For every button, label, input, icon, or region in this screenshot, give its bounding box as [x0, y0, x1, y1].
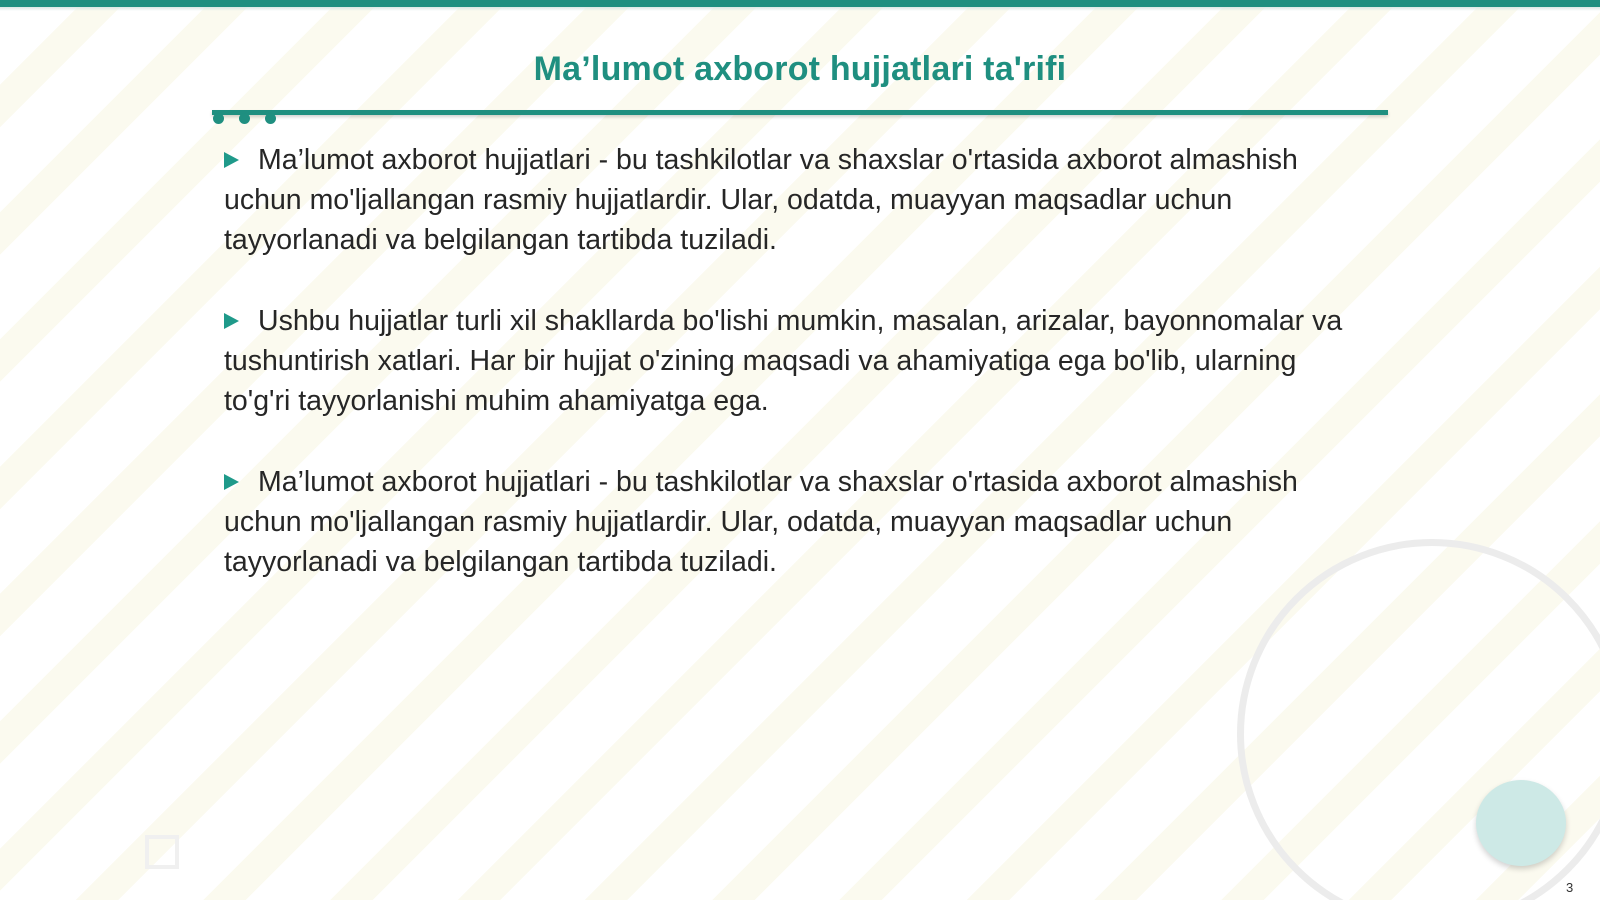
bullet-paragraph: [224, 301, 1364, 421]
page-number: 3: [1566, 880, 1574, 895]
triangle-right-icon: [224, 313, 239, 329]
paragraph-text: Ma’lumot axborot hujjatlari - bu tashkilotlar va shaxslar o'rtasida axborot almashish uchun mo'ljallangan rasmiy hujjatlardir. Ular, odatda, muayyan maqsadlar uchun tayyorlanadi va belgilangan tartibda tuziladi.: [224, 466, 1298, 578]
top-bar-shadow: [0, 7, 1600, 11]
triangle-right-icon: [224, 474, 239, 490]
bullet-paragraph: [224, 462, 1364, 582]
decorative-circle: [1476, 780, 1566, 866]
triangle-right-icon: [224, 152, 239, 168]
paragraph-text: Ushbu hujjatlar turli xil shakllarda bo'lishi mumkin, masalan, arizalar, bayonnomalar va tushuntirish xatlari. Har bir hujjat o'zining maqsadi va ahamiyatiga ega bo'lib, ularning to'g'ri tayyorlanishi muhim ahamiyatga ega.: [224, 305, 1343, 417]
slide-body: [224, 140, 1364, 623]
underline-dot: [265, 113, 276, 124]
top-accent-bar: [0, 0, 1600, 7]
slide-title: Ma’lumot axborot hujjatlari ta'rifi: [533, 50, 1067, 88]
bullet-paragraph: [224, 140, 1364, 260]
underline-dot: [239, 113, 250, 124]
paragraph-text: Ma’lumot axborot hujjatlari - bu tashkilotlar va shaxslar o'rtasida axborot almashish uchun mo'ljallangan rasmiy hujjatlardir. Ular, odatda, muayyan maqsadlar uchun tayyorlanadi va belgilangan tartibda tuziladi.: [224, 144, 1298, 256]
underline-dot: [213, 113, 224, 124]
decorative-square: [145, 835, 179, 869]
title-underline: [212, 110, 1388, 115]
